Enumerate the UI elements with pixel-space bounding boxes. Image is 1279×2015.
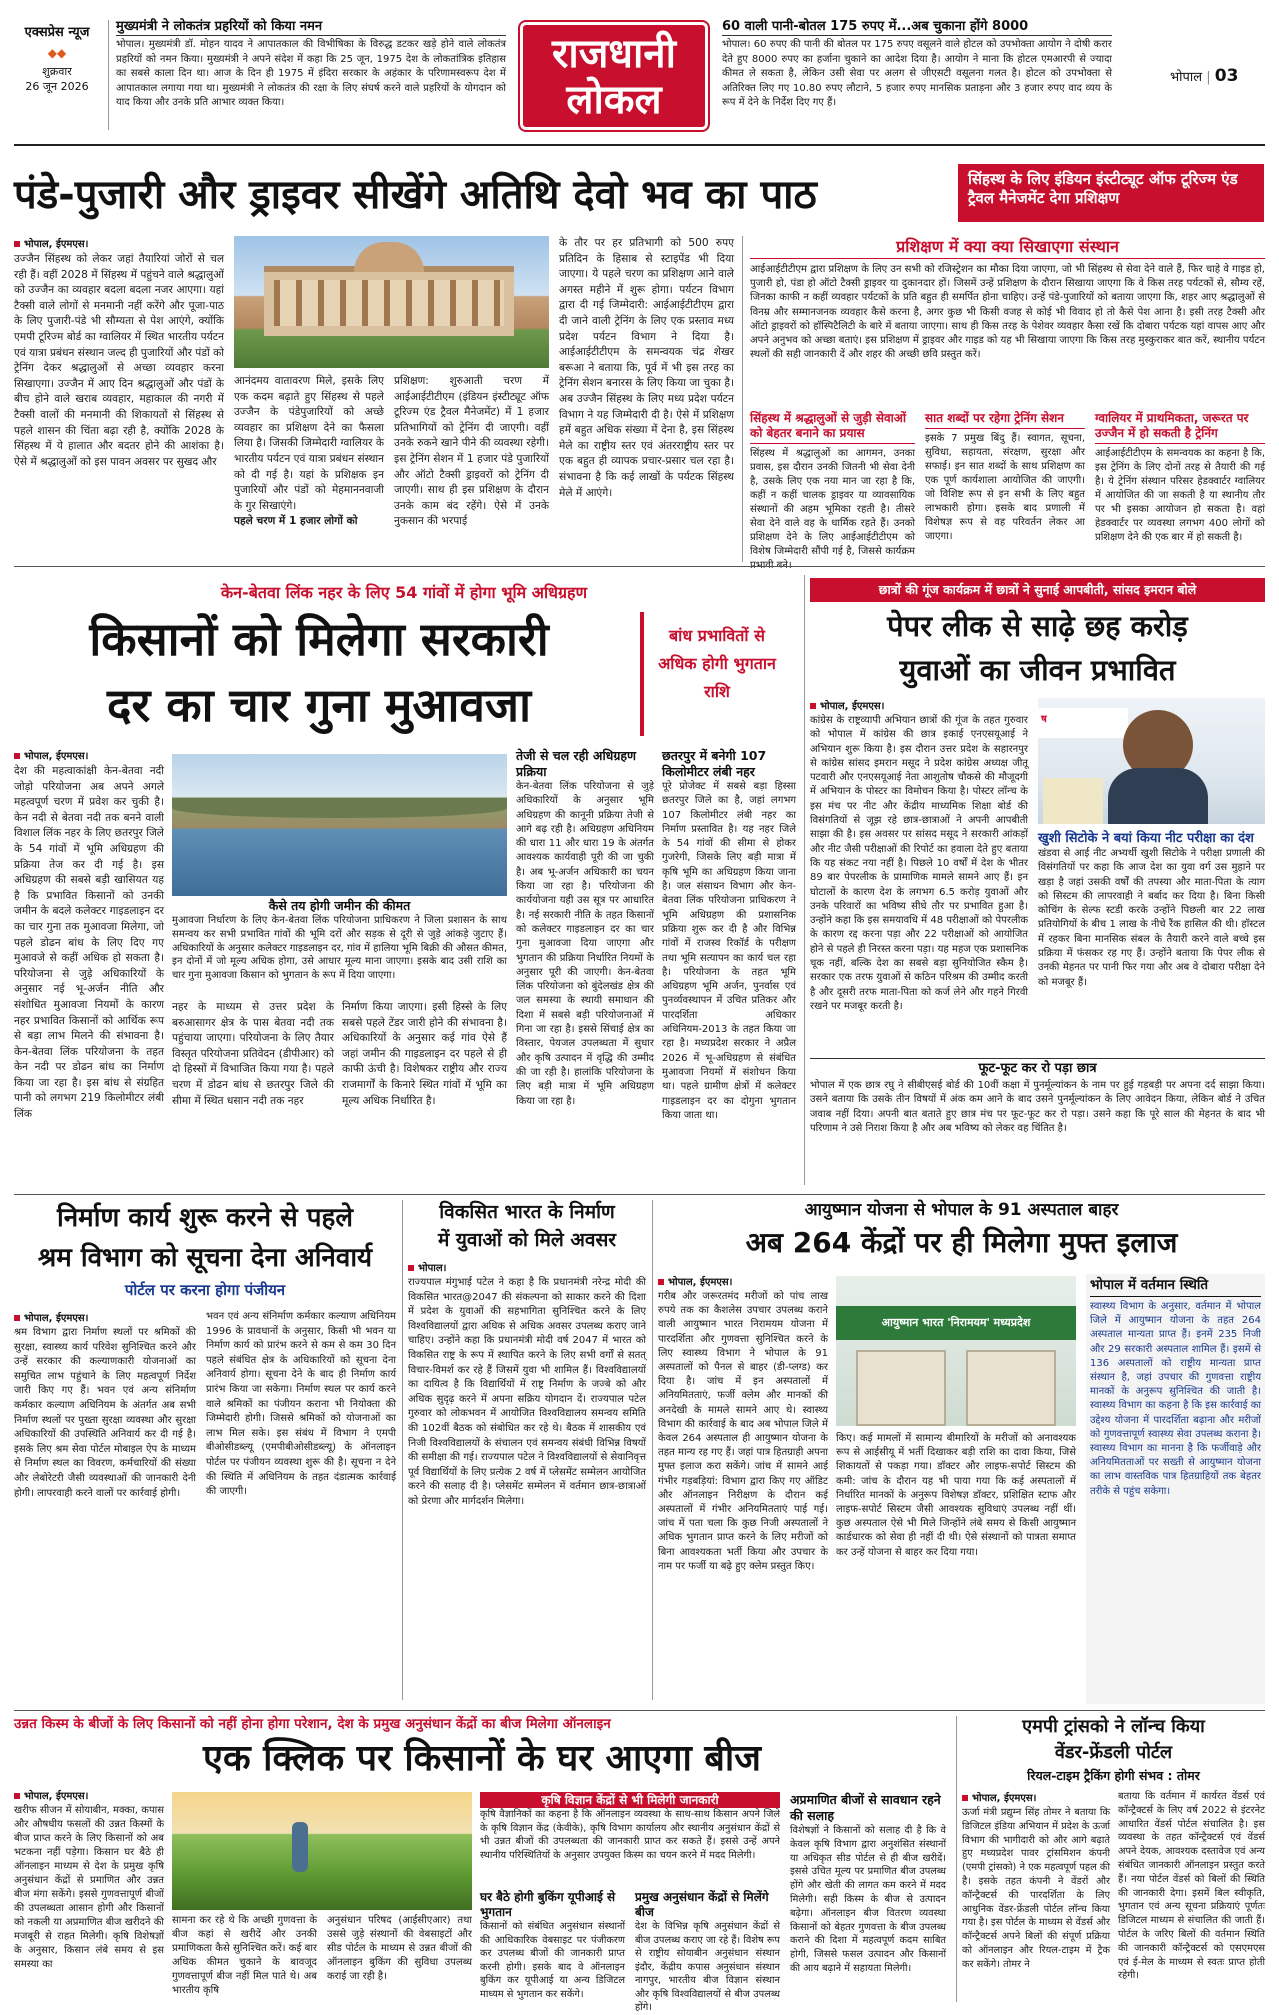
- info-body: किसानों को संबंधित अनुसंधान संस्थानों की आधिकारिक वेबसाइट पर पंजीकरण कर उपलब्ध बीजों की जानकारी प्राप्त करनी होगी। इसके बाद वे ऑनलाइन बुकिंग कर यूपीआई या अन्य डिजिटल माध्यम से भुगतान कर सकेंगे।: [480, 1921, 625, 2000]
- sub-heading: सात शब्दों पर रहेगा ट्रेनिंग सेशन: [925, 411, 1085, 429]
- story-seed-online: [14, 1714, 950, 2013]
- sub-heading: सिंहस्थ में श्रद्धालुओं से जुड़ी सेवाओं को बेहतर बनाने का प्रयास: [750, 411, 915, 444]
- byline: भोपाल, ईएमएस।: [24, 239, 89, 250]
- side-heading: खुशी सिटोके ने बयां किया नीट परीक्षा का दंश: [1038, 831, 1254, 846]
- story-column: कांग्रेस के राष्ट्रव्यापी अभियान छात्रों की गूंज के तहत गुरुवार को भोपाल में कांग्रेस की छात्र इकाई एनएसयूआई ने अभियान शुरू किया है। इस दौरान उत्तर प्रदेश के सहारनपुर से कांग्रेस सांसद इमरान मसूद ने प्रदेश कांग्रेस अध्यक्ष जीतू पटवारी और एनएसयूआई नेता आशुतोष चौकसे की मौजूदगी में अभियान के पोस्टर का विमोचन किया है। पोस्टर लॉन्च के इस मंच पर नीट और केंद्रीय माध्यमिक शिक्षा बोर्ड की विसंगतियों से जूझ रहे छात्र-छात्राओं ने अपनी आपबीती साझा की है। इस अवसर पर सांसद मसूद ने सरकारी आंकड़ों और नीट जैसी परीक्षाओं की रिपोर्ट का हवाला देते हुए बताया कि यह संकट नया नहीं है। पिछले 10 वर्षों में देश के भीतर 89 बार पेपरलीक के प्रामाणिक मामले सामने आए हैं। इन घोटालों के कारण देश के लगभग 6.5 करोड़ युवाओं और उनके परिवारों का भविष्य सीधे तौर पर प्रभावित हुआ है। उन्होंने कहा कि इस समयावधि में 48 परीक्षाओं को पेपरलीक के कारण रद्द करना पड़ा और 22 परीक्षाओं को आयोजित होने से पहले ही निरस्त करना पड़ा। यह महज एक प्रशासनिक चूक नहीं, बल्कि देश का सबसे बड़ा सुनियोजित स्कैम है। सरकार एक तरफ युवाओं से कठिन परिश्रम की उम्मीद करती है और दूसरी तरफ माता-पिता को कर्ज लेने और गहने गिरवी रखने पर मजबूर करती है।: [810, 715, 1028, 1012]
- student-box: [810, 1058, 1265, 1186]
- advice-box: [790, 1792, 946, 2004]
- photo-caption-body: मुआवजा निर्धारण के लिए केन-बेतवा लिंक परियोजना प्राधिकरण ने जिला प्रशासन के साथ समन्वय कर सभी प्रभावित गांवों की भूमि दरों और सड़क से दूरी से जुड़े आंकड़े जुटाए हैं। अधिकारियों के अनुसार कलेक्टर गाइडलाइन दर, गांव में हालिया भूमि बिक्री की औसत कीमत, इन दोनों में जो मूल्य अधिक होगा, उसे आधार मूल्य माना जाएगा। इसके बाद उसी राशि का चार गुना मुआवजा किसान को भुगतान के रूप में दिया जाएगा।: [172, 915, 507, 982]
- box-body: स्वास्थ्य विभाग के अनुसार, वर्तमान में भोपाल जिले में आयुष्मान योजना के तहत 264 अस्पताल मान्यता प्राप्त हैं। इनमें 235 निजी और 29 सरकारी अस्पताल शामिल हैं। इसमें से 136 अस्पतालों को राष्ट्रीय मान्यता प्राप्त संस्थान है, जहां उपचार की गुणवत्ता राष्ट्रीय मानकों के अनुरूप सुनिश्चित की जाती है। स्वास्थ्य विभाग का कहना है कि इस कार्रवाई का उद्देश्य योजना में पारदर्शिता बढ़ाना और मरीजों को गुणवत्तापूर्ण स्वास्थ्य सेवा उपलब्ध कराना है। स्वास्थ्य विभाग का मानना है कि फर्जीवाड़े और अनियमितताओं पर सख्ती से आयुष्मान योजना का लाभ वास्तविक पात्र हितग्राहियों तक बेहतर तरीके से पहुंच सकेगा।: [1090, 1301, 1261, 1497]
- issue-day: शुक्रवार: [42, 65, 72, 78]
- photo-caption: आनंदमय वातावरण मिले, इसके लिए एक कदम बढ़ाते हुए सिंहस्थ से पहले उज्जैन के पंडेपुजारियों को अच्छे व्यवहार का प्रशिक्षण देने का फैसला लिया है। जिसकी जिम्मेदारी ग्वालियर के भारतीय पर्यटन एवं यात्रा प्रबंधन संस्थान को दी गई है। यहां के प्रशिक्षक इन पुजारियों और पंडों को मेहमाननवाजी के गुर सिखाएंगे।: [234, 375, 384, 512]
- river-photo: [172, 754, 507, 896]
- info-heading: प्रमुख अनुसंधान केंद्रों से मिलेंगे बीज: [635, 1890, 769, 1919]
- temple-photo: [234, 236, 549, 368]
- story-column: प्रशिक्षण: शुरुआती चरण में आईआईटीटीएम (इंडियन इंस्टीट्यूट ऑफ टूरिज्म एंड ट्रैवल मैनेजमेंट) में 1 हजार प्रतिभागियों को ट्रेनिंग दी जाएगी। वहीं उनके रुकने खाने पीने की व्यवस्था रहेगी। इस ट्रेनिंग सेशन में 1 हजार पंडे पुजारियों और ऑटो टैक्सी ड्राइवरों को ट्रेनिंग दी जाएगी। साथ ही इस प्रशिक्षण के दौरान उनके काम बंद रहेंगे। ऐसे में उनके नुकसान की भरपाई: [394, 375, 549, 528]
- training-heading: प्रशिक्षण में क्या क्या सिखाएगा संस्थान: [750, 236, 1265, 259]
- brand-block: [14, 22, 100, 122]
- byline: भोपाल, ईएमएस।: [668, 1277, 733, 1288]
- story-headline-line2: में युवाओं को मिले अवसर: [437, 1229, 617, 1251]
- story-headline-line1: विकसित भारत के निर्माण: [439, 1201, 615, 1223]
- brief-title: मुख्यमंत्री ने लोकतंत्र प्रहरियों को किया नमन: [116, 18, 506, 36]
- story-headline: पंडे-पुजारी और ड्राइवर सीखेंगे अतिथि देवो भव का पाठ: [14, 172, 817, 218]
- story-headline: अब 264 केंद्रों पर ही मिलेगा मुफ्त इलाज: [745, 1226, 1178, 1259]
- story-ken-betwa: [0, 572, 800, 1192]
- sub-body: सिंहस्थ में श्रद्धालुओं का आगमन, उनका प्रवास, इस दौरान उनकी जितनी भी सेवा देनी है, उसके लिए एक नया मान जा रहा है कि, कहीं न कहीं चालक ड्राइवर या व्यावसायिक संस्थानों की अहम भूमिका रहती है। तीसरे सेवा देने वाले वह के धार्मिक रहते हैं। उनको प्रशिक्षण देने के लिए आईआईटीटीएम को विशेष जिम्मेदारी सौंपी गई है, जिससे कार्यक्रम: [750, 448, 915, 557]
- story-kicker: केन-बेतवा लिंक नहर के लिए 54 गांवों में होगा भूमि अधिग्रहण: [220, 583, 588, 602]
- story-kicker: छात्रों की गूंज कार्यक्रम में छात्रों ने सुनाई आपबीती, सांसद इमरान बोले: [810, 578, 1265, 602]
- story-viksit-bharat: [408, 1198, 646, 1708]
- box-heading: भोपाल में वर्तमान स्थिति: [1090, 1276, 1261, 1297]
- info-box: [480, 1890, 625, 2004]
- sub-heading: ग्वालियर में प्राथमिकता, जरूरत पर उज्जैन में हो सकती है ट्रेनिंग: [1095, 411, 1265, 444]
- side-body: खंडवा से आई नीट अभ्यर्थी खुशी सिटोके ने परीक्षा प्रणाली की विसंगतियों पर कहा कि आज देश का युवा वर्ग उस मुहाने पर खड़ा है जहां उसकी वर्षों की तपस्या और माता-पिता के त्याग को सिस्टम की लापरवाही ने बर्बाद कर दिया है। बिना किसी कोचिंग के सेल्फ स्टडी करके उन्होंने पिछली बार 22 लाख प्रतियोगियों के बीच 1 लाख के नीचे रैंक हासिल की थी। हॉस्टल में रहकर बिना मानसिक संबल के तैयारी करने वाले बच्चे इस प्रक्रिया में फंसकर रह गए हैं। उन्होंने बताया कि पेपर लीक से उनकी मेहनत पर पानी फिर गया और अब वे दोबारा परीक्षा देने को मजबूर हैं।: [1038, 848, 1265, 988]
- section-title-line2: लोकल: [566, 77, 662, 123]
- info-heading: कृषि विज्ञान केंद्रों से भी मिलेगी जानकारी: [480, 1792, 780, 1808]
- story-sidebar-title: सिंहस्थ के लिए इंडियन इंस्टीट्यूट ऑफ टूरिज्म एंड ट्रैवल मैनेजमेंट देगा प्रशिक्षण: [958, 164, 1264, 222]
- training-intro: आईआईटीटीएम द्वारा प्रशिक्षण के लिए उन सभी को रजिस्ट्रेशन का मौका दिया जाएगा, जो भी सिंहस्थ से सेवा देने वाले हैं, फिर चाहे वे गाइड हो, पुजारी हो, पंडा हो ऑटो टैक्सी ड्राइवर या दुकानदार हों। जिसमें उन्हें प्रशिक्षण के दौरान सिखाया जाएगा कि वे किस तरह पर्यटकों से, सौम्य रहें, जिनका काफी न कहीं व्यवहार पर्यटकों के प्रति बहुत ही समर्पित होना चाहिए। उन्हें पंडे-पुजारियों को बताया जाएगा कि, शहर आए श्रद्धालुओं से विनम्र और सम्मानजनक व्यवहार कैसे करना है, अगर कुछ भी किसी वजह से कोई भी विवाद हो तो कैसे पेश आना है। इसी तरह टैक्सी और ऑटो ड्राइवरों को हॉस्पिटैलिटी के बारे में बताया जाएगा। साथ ही किस तरह के पेशेवर व्यवहार कैसा रखें कि दोबारा पर्यटक यहां वापस आए और अपने अनुभव को अच्छा बताएं। इस प्रशिक्षण में ड्राइवर और गाइड को यह भी सिखाया जाएगा कि किस तरह मुस्कुराकर बात करें, स्थानीय पर्यटन स्थलों की सही जानकारी दें और शहर की अच्छी छवि प्रस्तुत करें।: [750, 264, 1265, 361]
- training-box: [750, 236, 1265, 562]
- story-column: पूरे प्रोजेक्ट में सबसे बड़ा हिस्सा छतरपुर जिले का है, जहां लगभग 107 किलोमीटर लंबी नहर का निर्माण प्रस्तावित है। यह नहर जिले के 54 गांवों की सीमा से होकर गुजरेगी, जिसके लिए बड़ी मात्रा में कृषि भूमि का अधिग्रहण किया जाना है। जल संसाधन विभाग और केन-बेतवा लिंक परियोजना प्राधिकरण ने भूमि अधिग्रहण की प्रशासनिक प्रक्रिया शुरू कर दी है और विभिन्न गांवों में राजस्व रिकॉर्ड के परीक्षण तथा भूमि सत्यापन का कार्य चल रहा है। परियोजना के तहत भूमि अधिग्रहण भूमि अर्जन, पुनर्वास एवं पुनर्व्यवस्थापन में उचित प्रतिकर और पारदर्शिता अधिकार अधिनियम-2013 के तहत किया जा रहा है। मध्यप्रदेश सरकार ने अप्रैल 2026 में भू-अधिग्रहण से संबंधित मुआवजा नियमों में संशोधन किया था। पहले ग्रामीण क्षेत्रों में कलेक्टर गाइडलाइन दर का दोगुना भुगतान किया जाता था।: [662, 781, 796, 1121]
- page-number: 03: [1214, 66, 1239, 86]
- sub-heading: छतरपुर में बनेगी 107 किलोमीटर लंबी नहर: [662, 748, 767, 779]
- hospital-sign: आयुष्मान भारत 'निरामयम' मध्यप्रदेश: [836, 1306, 1076, 1340]
- advice-heading: अप्रमाणित बीजों से सावधान रहने की सलाह: [790, 1792, 941, 1823]
- page-info: भोपाल | 03: [1170, 66, 1239, 86]
- story-column: ऊर्जा मंत्री प्रद्युम्न सिंह तोमर ने बताया कि डिजिटल इंडिया अभियान में प्रदेश के ऊर्जा विभाग की भागीदारी को और आगे बढ़ाते हुए मध्यप्रदेश पावर ट्रांसमिशन कंपनी (एमपी ट्रांसको) ने एक महत्वपूर्ण पहल की है। इसके तहत कंपनी ने वेंडरों और कॉन्ट्रैक्टर्स की पारदर्शिता के लिए आधुनिक वेंडर-फ्रेंडली पोर्टल लॉन्च किया गया है। इस पोर्टल के माध्यम से वेंडर्स और कॉन्ट्रैक्टर्स अपने बिलों की संपूर्ण प्रक्रिया को ऑनलाइन और रियल-टाइम में ट्रैक कर सकेंगे। तोमर ने: [962, 1807, 1110, 1970]
- story-column: गरीब और जरूरतमंद मरीजों को पांच लाख रुपये तक का कैशलेस उपचार उपलब्ध कराने वाली आयुष्मान भारत निरामयम योजना में पारदर्शिता और गुणवत्ता सुनिश्चित करने के लिए स्वास्थ्य विभाग ने भोपाल के 91 अस्पतालों को पैनल से बाहर (डी-प्लग्ड) कर दिया है। जांच में इन अस्पतालों में अनियमितताएं, फर्जी क्लेम और मानकों की अनदेखी के मामले सामने आए थे। स्वास्थ्य विभाग की कार्रवाई के बाद अब भोपाल जिले में केवल 264 अस्पताल ही आयुष्मान योजना के तहत मान्य रह गए हैं। जहां पात्र हितग्राही अपना मुफ्त इलाज करा सकेंगे। जांच में सामने आई गंभीर गड़बड़ियां: विभाग द्वारा किए गए ऑडिट और ऑनलाइन निरीक्षण के दौरान कई अस्पतालों में गंभीर अनियमितताएं पाई गई। जांच में पता चला कि कुछ निजी अस्पतालों ने अधिक भुगतान प्राप्त करने के लिए मरीजों को बिना आवश्यकता भर्ती किया और उपचार के नाम पर फर्जी या बढ़े हुए क्लेम प्रस्तुत किए।: [658, 1291, 828, 1572]
- box-heading: फूट-फूट कर रो पड़ा छात्र: [978, 1061, 1097, 1076]
- masthead: [0, 0, 1279, 150]
- story-column: खरीफ सीजन में सोयाबीन, मक्का, कपास और औषधीय फसलों की उन्नत किस्मों के बीज प्राप्त करने के लिए किसानों को अब भटकना नहीं पड़ेगा। किसान घर बैठे ही ऑनलाइन माध्यम से देश के प्रमुख कृषि अनुसंधान केंद्रों से प्रमाणित और उन्नत बीज मंगा सकेंगे। इससे गुणवत्तापूर्ण बीजों की उपलब्धता आसान होगी और किसानों को नकली या अप्रमाणित बीज खरीदने की मजबूरी से राहत मिलेगी। कृषि विशेषज्ञों के अनुसार, किसान लंबे समय से इस समस्या का: [14, 1805, 164, 1970]
- info-body: कृषि वैज्ञानिकों का कहना है कि ऑनलाइन व्यवस्था के साथ-साथ किसान अपने जिले के कृषि विज्ञान केंद्र (केवीके), कृषि विभाग कार्यालय और स्थानीय अनुसंधान केंद्रों से भी उन्नत बीजों की उपलब्धता की जानकारी प्राप्त कर सकते हैं। इससे उन्हें अपने स्थानीय परिस्थितियों के अनुसार उपयुक्त किस्म का चयन करने में मदद मिलेगी।: [480, 1809, 780, 1861]
- story-headline: एक क्लिक पर किसानों के घर आएगा बीज: [203, 1738, 761, 1779]
- photo-caption-bold: पहले चरण में 1 हजार लोगों को: [234, 515, 358, 528]
- story-body: [14, 236, 734, 566]
- story-headline-line1: एमपी ट्रांसको ने लॉन्च किया: [1022, 1716, 1205, 1737]
- story-column: बताया कि वर्तमान में कार्यरत वेंडर्स एवं कॉन्ट्रैक्टर्स के लिए वर्ष 2022 से इंटरनेट आधारित वेंडर्स पोर्टल संचालित है। इस व्यवस्था के तहत कॉन्ट्रैक्टर्स एवं वेंडर्स अपने देयक, आवश्यक दस्तावेज एवं अन्य संबंधित जानकारी ऑनलाइन प्रस्तुत करते हैं। नया पोर्टल वेंडर्स को बिलों की स्थिति की जानकारी देगा। इसमें बिल स्वीकृति, भुगतान एवं अन्य सूचना प्रक्रियाएं पूर्णतः डिजिटल माध्यम से संचालित की जाती हैं। पोर्टल के जरिए बिलों की वर्तमान स्थिति की जानकारी कॉन्ट्रैक्टर्स को एसएमएस एवं ई-मेल के माध्यम से स्वतः प्राप्त होती रहेगी।: [1118, 1791, 1265, 1982]
- story-kicker: आयुष्मान योजना से भोपाल के 91 अस्पताल बाहर: [804, 1200, 1119, 1220]
- story-kicker: उन्नत किस्म के बीजों के लिए किसानों को नहीं होना होगा परेशान, देश के प्रमुख अनुसंधान केंद्रों का बीज मिलेगा ऑनलाइन: [14, 1716, 611, 1732]
- story-paper-leak: [810, 572, 1279, 1192]
- story-column: देश की महत्वाकांक्षी केन-बेतवा नदी जोड़ो परियोजना अब अपने अगले महत्वपूर्ण चरण में प्रवेश कर चुकी है। केन नदी से बेतवा नदी तक बनने वाली विशाल लिंक नहर के लिए छतरपुर जिले के 54 गांवों में भूमि अधिग्रहण की प्रक्रिया तेज कर दी गई है। इस अधिग्रहण की सबसे बड़ी खासियत यह है कि प्रभावित किसानों को उनकी जमीन के बदले कलेक्टर गाइडलाइन दर का चार गुना तक मुआवजा मिलेगा, जो पहले डोढन बांध के लिए दिए गए मुआवजे से कहीं अधिक हो सकता है। परियोजना से जुड़े अधिकारियों के अनुसार नई भू-अर्जन नीति और संशोधित मुआवजा नियमों के कारण नहर प्रभावित किसानों को आर्थिक रूप से बड़ा लाभ मिलने की संभावना है। केन-बेतवा लिंक परियोजना के तहत केन नदी पर डोढन बांध का निर्माण किया जा रहा है। इस बांध से संग्रहित पानी को लगभग 219 किलोमीटर लंबी लिंक: [14, 765, 164, 1121]
- brief-body: भोपाल। 60 रुपए की पानी की बोतल पर 175 रुपए वसूलने वाले होटल को उपभोक्ता आयोग ने दोषी करार देते हुए 8000 रुपए का हर्जाना चुकाने का आदेश दिया है। आयोग ने माना कि होटल एमआरपी से ज्यादा कीमत ले सकता है, लेकिन उसी सेवा पर अलग से जीएसटी वसूलना गलत है। होटल को उपभोक्ता से अतिरिक्त लिए गए 10.80 रुपए लौटाने, 5 हजार रुपए मानसिक प्रताड़ना और 3 हजार रुपए वाद व्यय के रूप में देने के निर्देश दिए गए हैं।: [722, 39, 1112, 108]
- hospital-photo: [836, 1276, 1076, 1426]
- sub-heading: तेजी से चल रही अधिग्रहण प्रक्रिया: [516, 748, 637, 779]
- story-column: उज्जैन सिंहस्थ को लेकर जहां तैयारियां जोरों से चल रही हैं। वहीं 2028 में सिंहस्थ में पहुंचने वाले श्रद्धालुओं को उज्जैन का व्यवहार बदला बदला नजर आएगा। यहां टैक्सी वाले लोगों से मनमानी नहीं करेंगे और पूजा-पाठ के लिए पुजारी-पंडे भी सौम्यता से पेश आएंगे, क्योंकि एमपी टूरिज्म बोर्ड का ग्वालियर में स्थित भारतीय पर्यटन एवं यात्रा प्रबंधन संस्थान जल्द ही पुजारियों और पंडों को ट्रेनिंग देकर श्रद्धालुओं से अच्छा व्यवहार करना सिखाएगा। उज्जैन में आए दिन श्रद्धालुओं और पंडों के बीच होने वाले खराब व्यवहार, महाकाल की नगरी में टैक्सी वालों की मनमानी की शिकायतों से सिंहस्थ से पहले शासन की चिंता बढ़ा रही है, क्योंकि 2028 के सिंहस्थ में ये हालात और बदतर होने की आशंका है। ऐसे में श्रद्धालुओं को इस पावन अवसर पर सुखद और: [14, 253, 224, 468]
- section-title-box: [520, 22, 708, 130]
- byline: भोपाल, ईएमएस।: [820, 701, 885, 712]
- sub-body: इसके 7 प्रमुख बिंदु हैं। स्वागत, सूचना, सुविधा, सहायता, संरक्षण, सुरक्षा और सफाई। इन सात शब्दों के साथ प्रशिक्षण का एक पूर्ण कार्यशाला आयोजित की जाएगी। जो विशिष्ट रूप से इन सभी के लिए बहुत लाभकारी होगा। इसके बाद प्रणाली में विशेषज्ञ रूप से वह परिवर्तन लेकर आ जाएगा।: [925, 433, 1085, 542]
- brief-water-bottle: [722, 18, 1112, 130]
- story-column: के तौर पर हर प्रतिभागी को 500 रुपए प्रतिदिन के हिसाब से स्टाइपेंड भी दिया जाएगा। ये पहले चरण का प्रशिक्षण आने वाले अगस्त महीने में शुरू होगा। पर्यटन विभाग द्वारा दी गई जिम्मेदारी: आईआईटीटीएम द्वारा दी जाने वाली ट्रेनिंग के लिए एक प्रस्ताव मध्य प्रदेश पर्यटन विभाग ने दिया है। आईआईटीटीएम के समन्वयक चंद्र शेखर बरूआ ने बताया कि, पूर्व में भी इस तरह का ट्रेनिंग सेशन बनारस के लिए किया जा चुका है। अब उज्जैन सिंहस्थ के लिए मध्य प्रदेश पर्यटन विभाग ने यह जिम्मेदारी दी है। ऐसे में प्रशिक्षण हमें बहुत अधिक संख्या में देना है, इस सिंहस्थ मेले का राष्ट्रीय स्तर एवं अंतरराष्ट्रीय स्तर पर एक बहुत ही व्यापक प्रचार-प्रसार चल रहा है। संभावना है कि कई लाखों के पर्यटक सिंहस्थ मेले में आएंगे।: [559, 237, 734, 499]
- story-column: सामना कर रहे थे कि अच्छी गुणवत्ता के बीज कहां से खरीदें और उनकी प्रमाणिकता कैसे सुनिश्चित करें। कई बार अधिक कीमत चुकाने के बावजूद गुणवत्तापूर्ण बीज नहीं मिल पाते थे। अब भारतीय कृषि: [172, 1915, 317, 1996]
- story-headline-line1: निर्माण कार्य शुरू करने से पहले: [57, 1203, 353, 1233]
- story-headline-line2: वेंडर-फ्रेंडली पोर्टल: [1054, 1742, 1173, 1763]
- story-column: श्रम विभाग द्वारा निर्माण स्थलों पर श्रमिकों की सुरक्षा, स्वास्थ्य कार्य परिवेश सुनिश्चित करने और उन्हें सरकार की कल्याणकारी योजनाओं का समुचित लाभ पहुंचाने के लिए महत्वपूर्ण निर्देश जारी किए गए हैं। भवन एवं अन्य संनिर्माण कर्मकार कल्याण अधिनियम के अंतर्गत अब सभी निर्माण स्थलों पर पुख्ता सुरक्षा व्यवस्था और सुरक्षा अधिकारियों की उपस्थिति अनिवार्य कर दी गई है। इसके लिए श्रम सेवा पोर्टल मोबाइल ऐप के माध्यम से निर्माण स्थल का विवरण, कर्मचारियों की संख्या और लेबोरेटरी जैसी व्यवस्थाओं की जानकारी देनी होगी। लापरवाही करने वालों पर कार्रवाई होगी।: [14, 1327, 196, 1499]
- byline: भोपाल।: [418, 1263, 447, 1274]
- brief-cm-tribute: [116, 18, 506, 130]
- info-heading: घर बैठे होगी बुकिंग यूपीआई से भुगतान: [480, 1890, 616, 1919]
- byline: भोपाल, ईएमएस।: [24, 1313, 89, 1324]
- photo-caption-title: कैसे तय होगी जमीन की कीमत: [268, 898, 411, 913]
- info-box: [635, 1890, 780, 2013]
- story-body: राज्यपाल मंगुभाई पटेल ने कहा है कि प्रधानमंत्री नरेन्द्र मोदी की विकसित भारत@2047 की संकल्पना को साकार करने की दिशा में प्रदेश के युवाओं की सहभागिता सुनिश्चित करने के लिए विश्वविद्यालयों द्वारा अधिक से अधिक अवसर उपलब्ध कराए जाने चाहिए। उन्होंने कहा कि प्रधानमंत्री मोदी वर्ष 2047 में भारत को विकसित राष्ट्र के रूप में स्थापित करने के लिए सभी वर्गों से सतत् विचार-विमर्श कर रहे हैं जिसमें युवा भी शामिल हैं। विश्वविद्यालयों का दायित्व है कि विद्यार्थियों में राष्ट्र निर्माण के जज्बे को और अधिक सुदृढ़ करने में अपना सक्रिय योगदान दें। राज्यपाल पटेल गुरुवार को लोकभवन में आयोजित विश्वविद्यालय समन्वय समिति की 102वीं बैठक को संबोधित कर रहे थे। बैठक में शासकीय एवं निजी विश्वविद्यालयों के संचालन एवं समन्वय संबंधी विभिन्न विषयों की समीक्षा की गई। राज्यपाल पटेल ने विश्वविद्यालयों से सेवानिवृत्त पूर्व विद्यार्थियों के लिए प्रत्येक 2 वर्ष में प्लेसमेंट सम्मेलन आयोजित करने की सलाह दी है। प्लेसमेंट सम्मेलन में वर्तमान छात्र-छात्राओं को प्रेरणा और मार्गदर्शन मिलेगा।: [408, 1277, 646, 1507]
- story-column: निर्माण किया जाएगा। इसी हिस्से के लिए सबसे पहले टेंडर जारी होने की संभावना है। अधिकारियों के अनुसार कई गांव ऐसे हैं जहां जमीन की गाइडलाइन दर पहले से ही काफी ऊंची है। विशेषकर राष्ट्रीय और राज्य राजमार्गों के किनारे स्थित गांवों में भूमि का मूल्य अधिक निर्धारित है।: [342, 1001, 507, 1107]
- advice-body: विशेषज्ञों ने किसानों को सलाह दी है कि वे केवल कृषि विभाग द्वारा अनुशंसित संस्थानों या अधिकृत सीड पोर्टल से ही बीज खरीदें। इससे उचित मूल्य पर प्रमाणित बीज उपलब्ध होंगे और खेती की लागत कम करने में मदद मिलेगी। सही किस्म के बीज से उत्पादन बढ़ेगा। ऑनलाइन बीज वितरण व्यवस्था किसानों को बेहतर गुणवत्ता के बीज उपलब्ध कराने की दिशा में महत्वपूर्ण कदम साबित होगी, जिससे फसल उत्पादन और किसानों की आय बढ़ाने में सहायता मिलेगी।: [790, 1825, 946, 1974]
- byline: भोपाल, ईएमएस।: [972, 1793, 1037, 1804]
- brief-title: 60 वाली पानी-बोतल 175 रुपए में...अब चुकाना होंगे 8000: [722, 18, 1112, 36]
- section-title-line1: राजधानी: [552, 31, 676, 77]
- story-column: किए। कई मामलों में सामान्य बीमारियों के मरीजों को अनावश्यक रूप से आईसीयू में भर्ती दिखाकर बड़ी राशि का दावा किया, जिसे शिकायतों से पकड़ा गया। डॉक्टर और लाइफ-सपोर्ट सिस्टम की कमी: जांच के दौरान यह भी पाया गया कि कई अस्पतालों में निर्धारित मानकों के अनुरूप विशेषज्ञ डॉक्टर, प्रशिक्षित स्टाफ और लाइफ-सपोर्ट सिस्टम जैसी आवश्यक सुविधाएं उपलब्ध नहीं थीं। कुछ अस्पताल ऐसे भी मिले जिन्होंने लंबे समय से किसी आयुष्मान कार्डधारक को सेवा ही नहीं दी थी। ऐसे संस्थानों को पात्रता समाप्त कर उन्हें योजना से बाहर कर दिया गया।: [836, 1433, 1076, 1558]
- story-headline-line2: दर का चार गुना मुआवजा: [107, 678, 531, 732]
- story-column: केन-बेतवा लिंक परियोजना से जुड़े अधिकारियों के अनुसार भूमि अधिग्रहण की कानूनी प्रक्रिया तेजी से आगे बढ़ रही है। अधिग्रहण अधिनियम की धारा 11 और धारा 19 के अंतर्गत आवश्यक कार्यवाही पूरी की जा चुकी है। अब भू-अर्जन अधिकारी का चयन किया जा रहा है। परियोजना की कार्ययोजना यही उस सूत्र पर आधारित है। नई सरकारी नीति के तहत किसानों को कलेक्टर गाइडलाइन दर का चार गुना मुआवजा दिया जाएगा और भुगतान की प्रक्रिया निर्धारित नियमों के अनुसार पूरी की जाएगी। केन-बेतवा लिंक परियोजना को बुंदेलखंड क्षेत्र की जल समस्या के स्थायी समाधान की दिशा में सबसे बड़ी परियोजनाओं में गिना जा रहा है। इससे सिंचाई क्षेत्र का विस्तार, पेयजल उपलब्धता में सुधार और कृषि उत्पादन में वृद्धि की उम्मीद की जा रही है। हालांकि परियोजना के लिए बड़ी मात्रा में भूमि अधिग्रहण किया जा रहा है।: [516, 781, 654, 1107]
- story-ayushman: [658, 1198, 1265, 1708]
- story-headline-line2: श्रम विभाग को सूचना देना अनिवार्य: [37, 1243, 373, 1273]
- story-column: नहर के माध्यम से उत्तर प्रदेश के बरुआसागर क्षेत्र के पास बेतवा नदी तक पहुंचाया जाएगा। परियोजना के लिए तैयार विस्तृत परियोजना प्रतिवेदन (डीपीआर) को दो हिस्सों में विभाजित किया गया है। पहले चरण में डोढन बांध से छतरपुर जिले की सीमा में स्थित धसान नदी तक नहर: [172, 1001, 334, 1107]
- story-sidebar: बांध प्रभावितों से अधिक होगी भुगतान राशि: [640, 612, 790, 736]
- story-headline-line1: किसानों को मिलेगा सरकारी: [89, 612, 549, 666]
- brand-diamond-icon: ◆◆: [47, 46, 67, 60]
- info-body: देश के विभिन्न कृषि अनुसंधान केंद्रों से बीज उपलब्ध कराए जा रहे हैं। विशेष रूप से राष्ट्रीय सोयाबीन अनुसंधान संस्थान इंदौर, केंद्रीय कपास अनुसंधान संस्थान नागपुर, भारतीय बीज विज्ञान संस्थान और कृषि विश्वविद्यालयों से बीज उपलब्ध होंगे।: [635, 1921, 780, 2013]
- issue-date: 26 जून 2026: [25, 80, 89, 93]
- speaker-photo: ष: [1038, 698, 1265, 824]
- brief-body: भोपाल। मुख्यमंत्री डॉ. मोहन यादव ने आपातकाल की विभीषिका के विरुद्ध डटकर खड़े होने वाले लोकतंत्र प्रहरियों को नमन किया। मुख्यमंत्री ने अपने संदेश में कहा कि 25 जून, 1975 देश के लोकतांत्रिक इतिहास का सबसे काला दिन था। आज के दिन ही 1975 में इंदिरा सरकार के अहंकार के परिणामस्वरूप देश में आपातकाल लगाया गया था। मुख्यमंत्री ने लोकतंत्र की रक्षा के लिए संघर्ष करने वाले प्रहरियों के योगदान को याद किया और उनके प्रति आभार व्यक्त किया।: [116, 39, 506, 108]
- city-name: भोपाल: [1170, 70, 1203, 85]
- story-column: अनुसंधान परिषद (आईसीएआर) तथा उससे जुड़े संस्थानों की वेबसाइटों और सीड पोर्टल के माध्यम से उन्नत बीजों की ऑनलाइन बुकिंग की सुविधा उपलब्ध कराई जा रही है।: [327, 1915, 472, 1982]
- box-body: भोपाल में एक छात्र रघु ने सीबीएसई बोर्ड की 10वीं कक्षा में पुनर्मूल्यांकन के नाम पर हुई गड़बड़ी पर अपना दर्द साझा किया। उसने बताया कि उसके तीन विषयों में अंक कम आने के बाद उसने पुनर्मूल्यांकन के लिए आवेदन किया, लेकिन बोर्ड ने उचित जवाब नहीं दिया। अपनी बात बताते हुए छात्र मंच पर फूट-फूट कर रो पड़ा। उसने कहा कि पूरे साल की मेहनत के बाद भी परिणाम ने उसे निराश किया है और अब भविष्य को लेकर वह चिंतित है।: [810, 1080, 1265, 1134]
- story-headline-line1: पेपर लीक से साढ़े छह करोड़: [887, 609, 1188, 643]
- status-box: [1086, 1274, 1265, 1704]
- story-subheading: पोर्टल पर करना होगा पंजीयन: [124, 1281, 286, 1299]
- story-mp-transco: [962, 1714, 1265, 2004]
- brand-name: एक्सप्रेस न्यूज: [24, 25, 90, 40]
- farm-photo: [172, 1792, 472, 1910]
- info-box: [480, 1792, 780, 1884]
- story-hospitality-training: [0, 150, 1279, 570]
- story-column: भवन एवं अन्य संनिर्माण कर्मकार कल्याण अधिनियम 1996 के प्रावधानों के अनुसार, किसी भी भवन या निर्माण कार्य को प्रारंभ करने से कम से कम 30 दिन पहले संबंधित क्षेत्र के अधिकारियों को सूचना देना अनिवार्य होगा। सूचना देने के बाद ही निर्माण कार्य प्रारंभ किया जा सकेगा। निर्माण स्थल पर कार्य करने वाले श्रमिकों का पंजीयन कराना भी नियोक्ता की जिम्मेदारी होगी। जिससे श्रमिकों को योजनाओं का लाभ मिल सके। इस संबंध में विभाग ने एमपी बीओसीडब्ल्यू (एमपीबीओसीडब्ल्यू) के ऑनलाइन पोर्टल पर पंजीयन व्यवस्था शुरू की है। सूचना न देने की स्थिति में अधिनियम के तहत दंडात्मक कार्रवाई की जाएगी।: [206, 1311, 396, 1498]
- byline: भोपाल, ईएमएस।: [24, 1791, 89, 1802]
- story-headline-line2: युवाओं का जीवन प्रभावित: [899, 653, 1176, 687]
- story-labour-dept: [14, 1198, 396, 1708]
- sub-body: आईआईटीटीएम के समन्वयक का कहना है कि, इस ट्रेनिंग के लिए दोनों तरह से तैयारी की गई है। ये ट्रेनिंग संस्थान परिसर हेडक्वार्टर ग्वालियर में आयोजित की जा सकती है या स्थानीय तौर पर भी इसका आयोजन हो सकता है। वहां हेडक्वार्टर पर व्यवस्था लगभग 400 लोगों को प्रशिक्षण देने की एक बार में हो सकती है।: [1095, 448, 1265, 543]
- byline: भोपाल, ईएमएस।: [24, 751, 89, 762]
- story-subheading: रियल-टाइम ट्रैकिंग होगी संभव : तोमर: [1027, 1768, 1200, 1783]
